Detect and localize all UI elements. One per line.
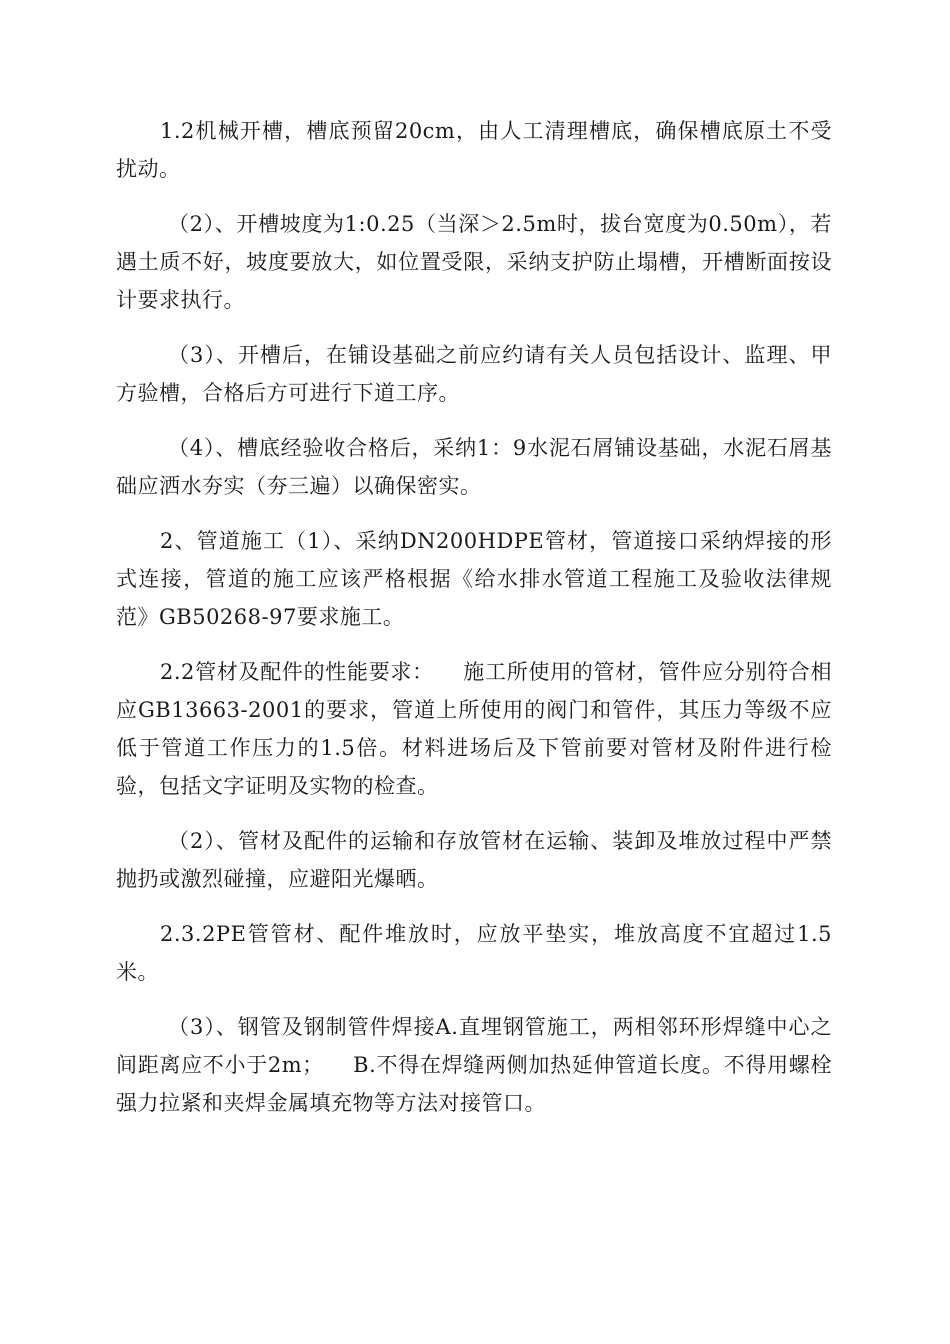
paragraph-1-2-trench-excavation: 1.2机械开槽，槽底预留20cm，由人工清理槽底，确保槽底原土不受扰动。 xyxy=(116,119,832,181)
paragraph-steel-pipe-welding: （3）、钢管及钢制管件焊接A.直埋钢管施工，两相邻环形焊缝中心之间距离应不小于2m； B.不得在焊缝两侧加热延伸管道长度。不得用螺栓强力拉紧和夹焊金属填充物等方法对接管口。 xyxy=(116,1015,832,1115)
paragraph-trench-slope: （2）、开槽坡度为1:0.25（当深＞2.5m时，拔台宽度为0.50m），若遇土质不好，坡度要放大，如位置受限，采纳支护防止塌槽，开槽断面按设计要求执行。 xyxy=(116,212,832,312)
paragraph-trench-base: （4）、槽底经验收合格后，采纳1：9水泥石屑铺设基础，水泥石屑基础应洒水夯实（夯三遍）以确保密实。 xyxy=(116,436,832,498)
document-body xyxy=(116,112,832,1139)
paragraph-trench-inspection: （3）、开槽后，在铺设基础之前应约请有关人员包括设计、监理、甲方验槽，合格后方可进行下道工序。 xyxy=(116,343,832,405)
paragraph-2-3-2-pe-storage: 2.3.2PE管管材、配件堆放时，应放平垫实，堆放高度不宜超过1.5米。 xyxy=(116,922,832,984)
paragraph-material-transport: （2）、管材及配件的运输和存放管材在运输、装卸及堆放过程中严禁抛扔或激烈碰撞，应避阳光爆晒。 xyxy=(116,829,832,891)
paragraph-2-2-material-requirements: 2.2管材及配件的性能要求： 施工所使用的管材，管件应分别符合相应GB13663-2001的要求，管道上所使用的阀门和管件，其压力等级不应低于管道工作压力的1.5倍。材料进场后及下管前要对管材及附件进行检验，包括文字证明及实物的检查。 xyxy=(116,660,832,798)
paragraph-2-pipeline-construction: 2、管道施工（1）、采纳DN200HDPE管材，管道接口采纳焊接的形式连接，管道的施工应该严格根据《给水排水管道工程施工及验收法律规范》GB50268-97要求施工。 xyxy=(116,529,832,629)
